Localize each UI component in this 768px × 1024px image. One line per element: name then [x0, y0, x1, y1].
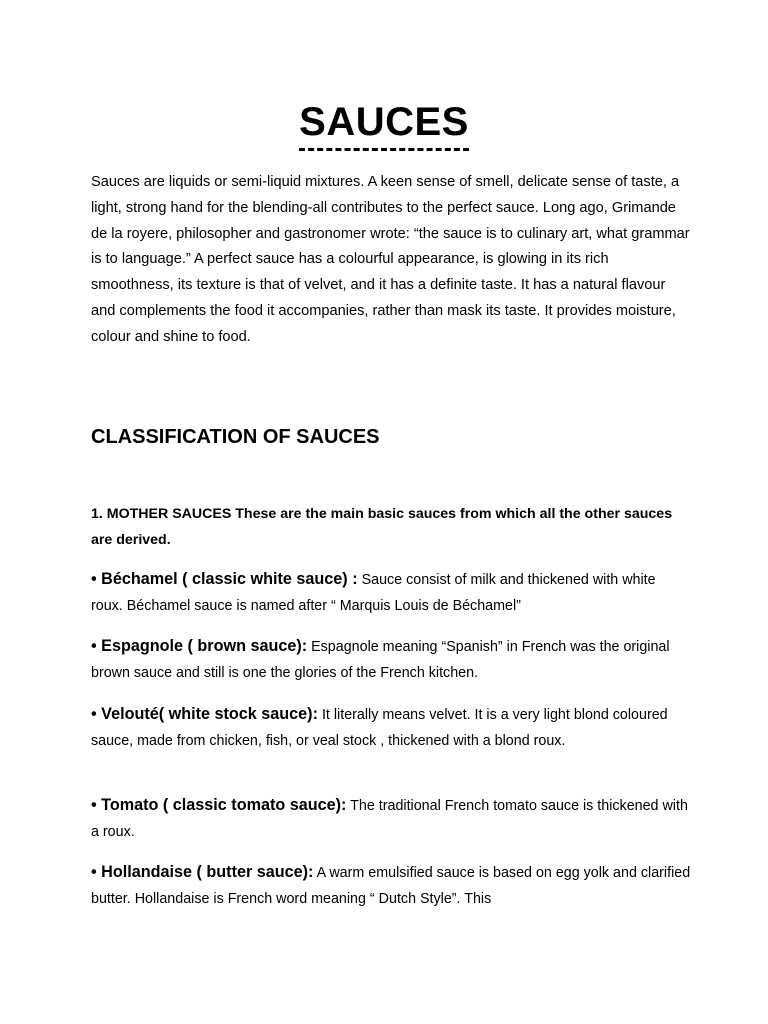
sauce-description: It literally means velvet. It is a very light blond coloured sauce, made from chicken, fish, or veal stock , thickened with a blond roux.	[91, 707, 668, 749]
sauce-description: Sauce consist of milk and thickened with white roux. Béchamel sauce is named after “ Marquis Louis de Béchamel”	[91, 572, 656, 614]
sauce-name: • Velouté( white stock sauce):	[91, 705, 318, 723]
mother-sauces-paragraph: 1. MOTHER SAUCES These are the main basic sauces from which all the other sauces are derived.	[91, 506, 673, 548]
sauce-name: • Tomato ( classic tomato sauce):	[91, 796, 347, 814]
title-container	[0, 96, 768, 151]
classification-heading: CLASSIFICATION OF SAUCES	[91, 426, 380, 448]
sauce-name: • Espagnole ( brown sauce):	[91, 637, 308, 655]
sauce-name: • Hollandaise ( butter sauce):	[91, 863, 314, 881]
sauce-item-veloute	[91, 701, 691, 754]
sauce-description: A warm emulsified sauce is based on egg yolk and clarified butter. Hollandaise is French word meaning “ Dutch Style”. This	[91, 865, 691, 907]
sauce-item-espagnole	[91, 633, 691, 686]
sauce-description: Espagnole meaning “Spanish” in French was the original brown sauce and still is one the glories of the French kitchen.	[91, 639, 670, 681]
sauce-item-hollandaise	[91, 859, 691, 912]
intro-paragraph: Sauces are liquids or semi-liquid mixtures. A keen sense of smell, delicate sense of taste, a light, strong hand for the blending-all contributes to the perfect sauce. Long ago, Grimande de la royere, philosopher and gastronomer wrote: “the sauce is to culinary art, what grammar is to language.” A perfect sauce has a colourful appearance, is glowing in its rich smoothness, its texture is that of velvet, and it has a definite taste. It has a natural flavour and complements the food it accompanies, rather than mask its taste. It provides moisture, colour and shine to food.	[91, 174, 690, 345]
page-title: SAUCES	[299, 96, 469, 151]
sauce-item-bechamel	[91, 566, 691, 619]
sauce-description: The traditional French tomato sauce is thickened with a roux.	[91, 798, 688, 840]
sauce-name: • Béchamel ( classic white sauce) :	[91, 570, 358, 588]
sauce-item-tomato	[91, 792, 691, 845]
